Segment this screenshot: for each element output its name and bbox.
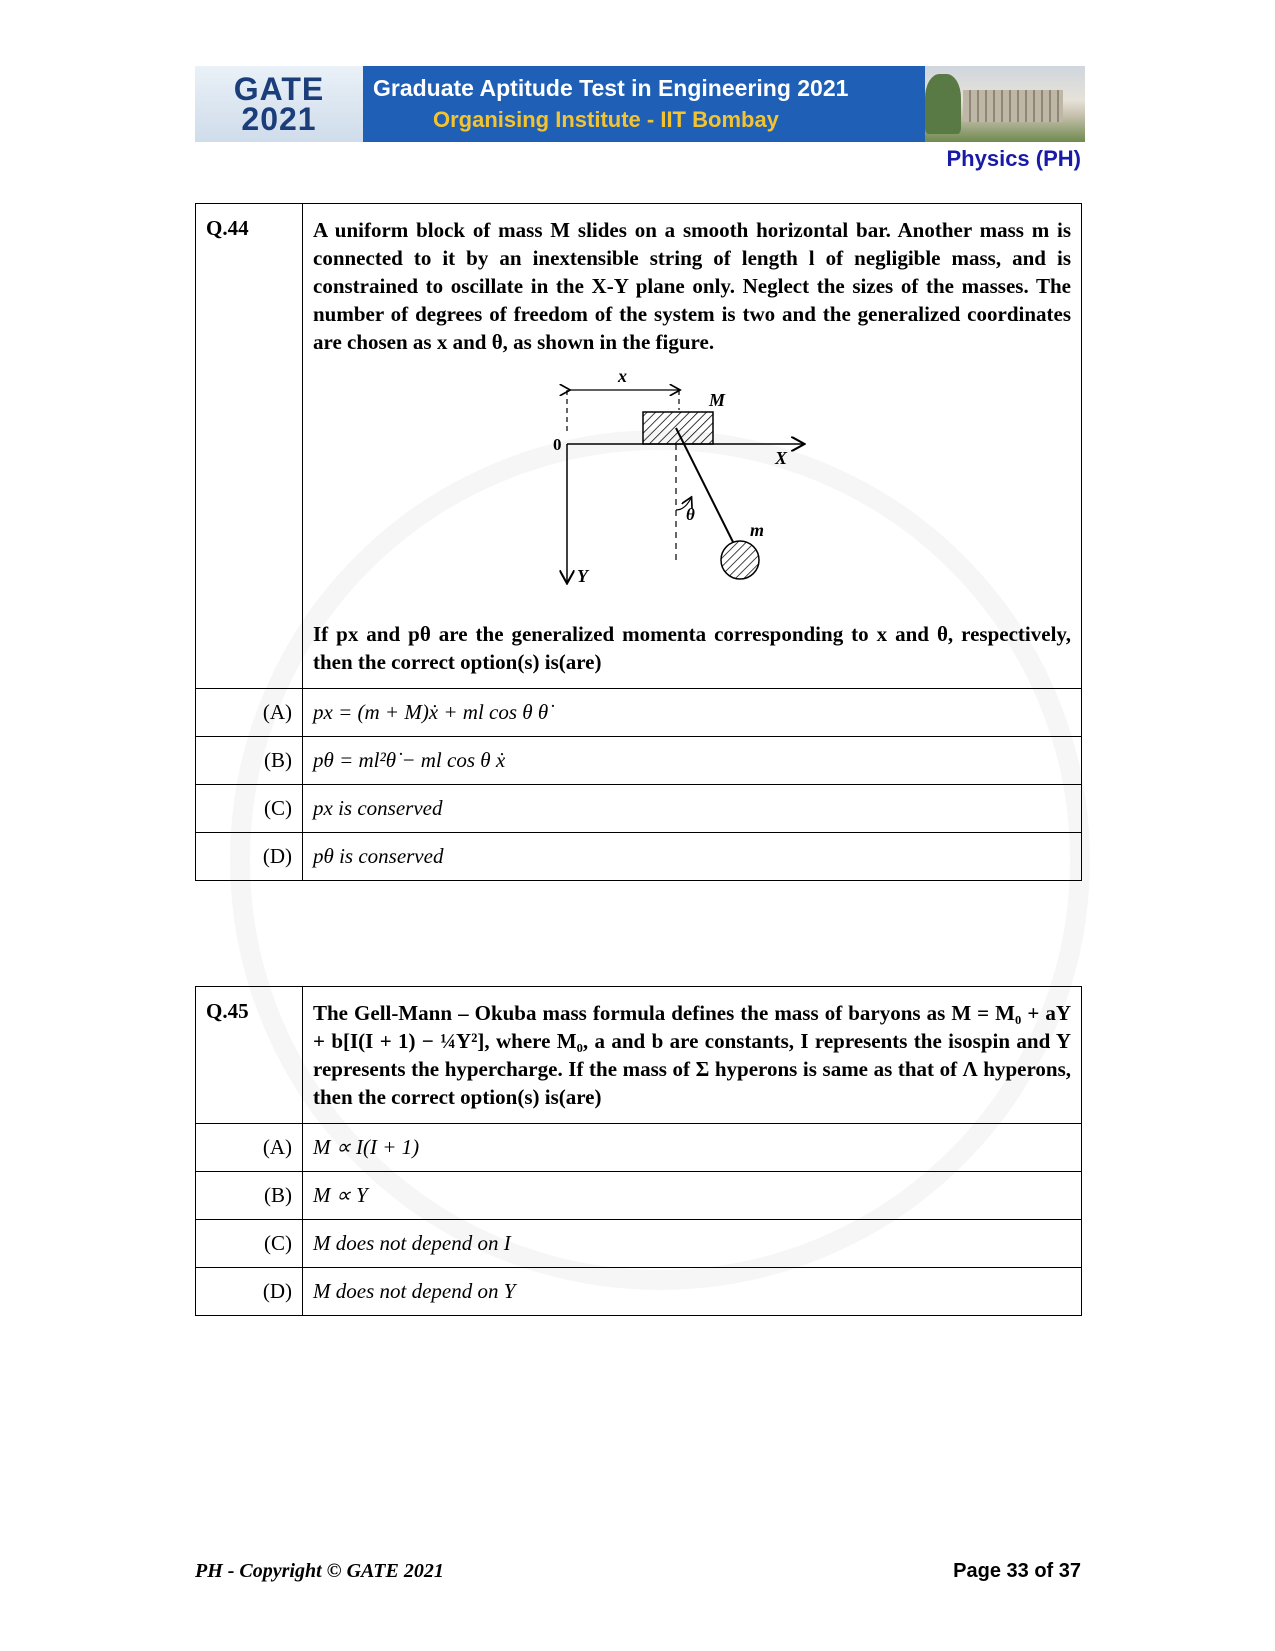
gate-logo	[195, 66, 363, 142]
question-prompt: If px and pθ are the generalized momenta corresponding to x and θ, respectively, then the correct option(s) is(are)	[313, 622, 1071, 674]
option-c-text: px is conserved	[303, 785, 1082, 833]
option-a-text: px = (m + M)ẋ + ml cos θ θ̇	[303, 689, 1082, 737]
x-label: x	[618, 370, 627, 386]
question-45-table	[195, 986, 1082, 1316]
pendulum-string	[676, 428, 733, 542]
option-c-label: (C)	[196, 785, 303, 833]
banner-title	[363, 66, 925, 142]
bob-m	[721, 541, 759, 579]
campus-photo	[925, 66, 1085, 142]
question-number: Q.44	[196, 204, 303, 689]
option-b-label: (B)	[196, 737, 303, 785]
pendulum-figure	[553, 370, 853, 600]
origin-label: 0	[553, 435, 562, 454]
subject-label: Physics (PH)	[946, 146, 1081, 171]
copyright-footer: PH - Copyright © GATE 2021	[195, 1560, 444, 1582]
option-b-label: (B)	[196, 1172, 303, 1220]
block-M	[643, 412, 713, 444]
option-d-label: (D)	[196, 1268, 303, 1316]
option-a-text: M ∝ I(I + 1)	[303, 1124, 1082, 1172]
option-a-label: (A)	[196, 689, 303, 737]
option-d-label: (D)	[196, 833, 303, 881]
banner-title-line2: Organising Institute - IIT Bombay	[433, 107, 779, 132]
question-body	[303, 204, 1082, 689]
option-a-label: (A)	[196, 1124, 303, 1172]
option-c-label: (C)	[196, 1220, 303, 1268]
photo-building	[963, 90, 1063, 122]
theta-label: θ	[686, 505, 695, 524]
option-b-text: M ∝ Y	[303, 1172, 1082, 1220]
question-stem: The Gell-Mann – Okuba mass formula defines the mass of baryons as M = M₀ + aY + b[I(I + 1) − ¼Y²], where M₀, a and b are constants, I represents the isospin and Y represents the hypercharge. If the mass of Σ hyperons is same as that of Λ hyperons, then the correct option(s) is(are)	[303, 987, 1082, 1124]
logo-gate-text: GATE	[233, 71, 325, 107]
M-label: M	[709, 390, 726, 410]
option-d-text: M does not depend on Y	[303, 1268, 1082, 1316]
question-number: Q.45	[196, 987, 303, 1124]
question-44-table	[195, 203, 1082, 881]
X-axis-label: X	[775, 448, 788, 468]
logo-year-text: 2021	[241, 101, 317, 137]
m-label: m	[750, 520, 765, 540]
option-b-text: pθ = ml²θ̇ − ml cos θ ẋ	[303, 737, 1082, 785]
header-banner	[195, 66, 1085, 142]
photo-tree	[925, 74, 961, 134]
page-number: Page 33 of 37	[953, 1560, 1081, 1582]
Y-axis-label: Y	[577, 566, 588, 586]
option-c-text: M does not depend on I	[303, 1220, 1082, 1268]
question-stem: A uniform block of mass M slides on a smooth horizontal bar. Another mass m is connected to it by an inextensible string of length l of negligible mass, and is constrained to oscillate in the X-Y plane only. Neglect the sizes of the masses. The number of degrees of freedom of the system is two and the generalized coordinates are chosen as x and θ, as shown in the figure.	[313, 218, 1071, 354]
banner-title-line1: Graduate Aptitude Test in Engineering 2021	[373, 75, 849, 101]
option-d-text: pθ is conserved	[303, 833, 1082, 881]
